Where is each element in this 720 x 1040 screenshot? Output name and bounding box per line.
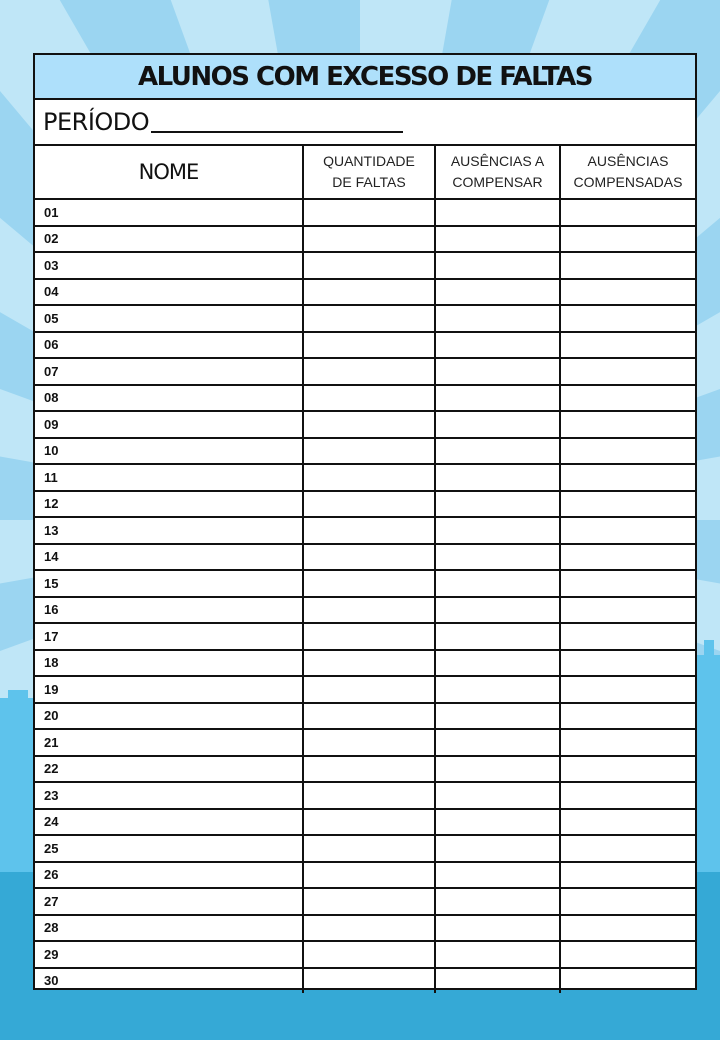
compensated-cell[interactable]	[560, 385, 695, 412]
compensated-cell[interactable]	[560, 491, 695, 518]
absences-cell[interactable]	[303, 729, 435, 756]
header-absences-line2: DE FALTAS	[332, 174, 406, 190]
sheet-title: ALUNOS COM EXCESSO DE FALTAS	[138, 61, 592, 92]
compensated-cell[interactable]	[560, 332, 695, 359]
to-compensate-cell[interactable]	[435, 491, 560, 518]
compensated-cell[interactable]	[560, 570, 695, 597]
absences-cell[interactable]	[303, 597, 435, 624]
student-name-cell[interactable]: 28	[35, 915, 303, 942]
to-compensate-cell[interactable]	[435, 199, 560, 226]
absences-cell[interactable]	[303, 411, 435, 438]
table-row	[35, 968, 695, 994]
compensated-cell[interactable]	[560, 544, 695, 571]
compensated-cell[interactable]	[560, 252, 695, 279]
student-name-cell[interactable]: 16	[35, 597, 303, 624]
student-name-cell[interactable]: 18	[35, 650, 303, 677]
student-name-cell[interactable]: 04	[35, 279, 303, 306]
table-row	[35, 862, 695, 889]
table-row	[35, 703, 695, 730]
table-row	[35, 517, 695, 544]
period-input-line[interactable]	[151, 131, 403, 133]
to-compensate-cell[interactable]	[435, 305, 560, 332]
header-compensated-line2: COMPENSADAS	[573, 174, 683, 190]
absences-cell[interactable]	[303, 623, 435, 650]
header-to-compensate	[435, 146, 560, 199]
to-compensate-cell[interactable]	[435, 623, 560, 650]
table-row	[35, 199, 695, 226]
to-compensate-cell[interactable]	[435, 915, 560, 942]
table-row	[35, 438, 695, 465]
table-row	[35, 358, 695, 385]
to-compensate-cell[interactable]	[435, 544, 560, 571]
student-name-cell[interactable]: 08	[35, 385, 303, 412]
absence-sheet	[33, 53, 697, 990]
student-name-cell[interactable]: 02	[35, 226, 303, 253]
to-compensate-cell[interactable]	[435, 703, 560, 730]
student-name-cell[interactable]: 13	[35, 517, 303, 544]
compensated-cell[interactable]	[560, 623, 695, 650]
to-compensate-cell[interactable]	[435, 597, 560, 624]
to-compensate-cell[interactable]	[435, 279, 560, 306]
absences-cell[interactable]	[303, 544, 435, 571]
compensated-cell[interactable]	[560, 676, 695, 703]
to-compensate-cell[interactable]	[435, 941, 560, 968]
absences-cell[interactable]	[303, 809, 435, 836]
absences-cell[interactable]	[303, 279, 435, 306]
absences-cell[interactable]	[303, 438, 435, 465]
table-row	[35, 729, 695, 756]
table-row	[35, 915, 695, 942]
student-name-cell[interactable]: 07	[35, 358, 303, 385]
absences-cell[interactable]	[303, 650, 435, 677]
compensated-cell[interactable]	[560, 862, 695, 889]
compensated-cell[interactable]	[560, 809, 695, 836]
to-compensate-cell[interactable]	[435, 385, 560, 412]
header-name	[35, 146, 303, 199]
to-compensate-cell[interactable]	[435, 756, 560, 783]
students-table	[35, 146, 695, 993]
compensated-cell[interactable]	[560, 756, 695, 783]
compensated-cell[interactable]	[560, 438, 695, 465]
compensated-cell[interactable]	[560, 650, 695, 677]
absences-cell[interactable]	[303, 199, 435, 226]
absences-cell[interactable]	[303, 941, 435, 968]
to-compensate-cell[interactable]	[435, 570, 560, 597]
absences-cell[interactable]	[303, 491, 435, 518]
table-body	[35, 199, 695, 993]
table-row	[35, 835, 695, 862]
to-compensate-cell[interactable]	[435, 332, 560, 359]
table-row	[35, 756, 695, 783]
student-name-cell[interactable]: 21	[35, 729, 303, 756]
table-row	[35, 385, 695, 412]
student-name-cell[interactable]: 27	[35, 888, 303, 915]
student-name-cell[interactable]: 10	[35, 438, 303, 465]
student-name-cell[interactable]: 09	[35, 411, 303, 438]
title-bar	[35, 55, 695, 100]
table-row	[35, 570, 695, 597]
absences-cell[interactable]	[303, 252, 435, 279]
table-row	[35, 491, 695, 518]
to-compensate-cell[interactable]	[435, 464, 560, 491]
compensated-cell[interactable]	[560, 597, 695, 624]
header-to-compensate-line2: COMPENSAR	[452, 174, 543, 190]
table-row	[35, 809, 695, 836]
table-header-row	[35, 146, 695, 199]
to-compensate-cell[interactable]	[435, 782, 560, 809]
absences-cell[interactable]	[303, 385, 435, 412]
table-row	[35, 888, 695, 915]
period-row	[35, 100, 695, 146]
student-name-cell[interactable]: 29	[35, 941, 303, 968]
student-name-cell[interactable]: 14	[35, 544, 303, 571]
student-name-cell[interactable]: 22	[35, 756, 303, 783]
absences-cell[interactable]	[303, 915, 435, 942]
absences-cell[interactable]	[303, 332, 435, 359]
to-compensate-cell[interactable]	[435, 252, 560, 279]
to-compensate-cell[interactable]	[435, 226, 560, 253]
to-compensate-cell[interactable]	[435, 676, 560, 703]
table-row	[35, 676, 695, 703]
student-name-cell[interactable]: 23	[35, 782, 303, 809]
compensated-cell[interactable]	[560, 703, 695, 730]
table-row	[35, 650, 695, 677]
header-compensated	[560, 146, 695, 199]
compensated-cell[interactable]	[560, 835, 695, 862]
student-name-cell[interactable]: 25	[35, 835, 303, 862]
absences-cell[interactable]	[303, 305, 435, 332]
compensated-cell[interactable]	[560, 517, 695, 544]
compensated-cell[interactable]	[560, 411, 695, 438]
to-compensate-cell[interactable]	[435, 888, 560, 915]
student-name-cell[interactable]: 12	[35, 491, 303, 518]
to-compensate-cell[interactable]	[435, 411, 560, 438]
table-row	[35, 464, 695, 491]
to-compensate-cell[interactable]	[435, 862, 560, 889]
student-name-cell[interactable]: 05	[35, 305, 303, 332]
student-name-cell[interactable]: 20	[35, 703, 303, 730]
student-name-cell[interactable]: 06	[35, 332, 303, 359]
student-name-cell[interactable]: 30	[35, 968, 303, 994]
compensated-cell[interactable]	[560, 941, 695, 968]
header-to-compensate-line1: AUSÊNCIAS A	[450, 153, 545, 169]
student-name-cell[interactable]: 03	[35, 252, 303, 279]
table-row	[35, 597, 695, 624]
to-compensate-cell[interactable]	[435, 835, 560, 862]
table-row	[35, 623, 695, 650]
absences-cell[interactable]	[303, 703, 435, 730]
absences-cell[interactable]	[303, 756, 435, 783]
student-name-cell[interactable]: 19	[35, 676, 303, 703]
absences-cell[interactable]	[303, 226, 435, 253]
table-row	[35, 332, 695, 359]
table-row	[35, 226, 695, 253]
table-row	[35, 305, 695, 332]
compensated-cell[interactable]	[560, 199, 695, 226]
to-compensate-cell[interactable]	[435, 968, 560, 994]
compensated-cell[interactable]	[560, 729, 695, 756]
period-label: PERÍODO	[43, 108, 150, 136]
to-compensate-cell[interactable]	[435, 438, 560, 465]
header-absences	[303, 146, 435, 199]
to-compensate-cell[interactable]	[435, 650, 560, 677]
compensated-cell[interactable]	[560, 279, 695, 306]
to-compensate-cell[interactable]	[435, 729, 560, 756]
absences-cell[interactable]	[303, 968, 435, 994]
to-compensate-cell[interactable]	[435, 809, 560, 836]
compensated-cell[interactable]	[560, 305, 695, 332]
student-name-cell[interactable]: 17	[35, 623, 303, 650]
to-compensate-cell[interactable]	[435, 517, 560, 544]
compensated-cell[interactable]	[560, 782, 695, 809]
absences-cell[interactable]	[303, 358, 435, 385]
table-row	[35, 941, 695, 968]
compensated-cell[interactable]	[560, 358, 695, 385]
student-name-cell[interactable]: 11	[35, 464, 303, 491]
table-row	[35, 782, 695, 809]
table-row	[35, 544, 695, 571]
student-name-cell[interactable]: 01	[35, 199, 303, 226]
to-compensate-cell[interactable]	[435, 358, 560, 385]
student-name-cell[interactable]: 26	[35, 862, 303, 889]
compensated-cell[interactable]	[560, 226, 695, 253]
absences-cell[interactable]	[303, 676, 435, 703]
compensated-cell[interactable]	[560, 888, 695, 915]
header-compensated-line1: AUSÊNCIAS	[587, 153, 669, 169]
compensated-cell[interactable]	[560, 915, 695, 942]
absences-cell[interactable]	[303, 862, 435, 889]
compensated-cell[interactable]	[560, 968, 695, 994]
absences-cell[interactable]	[303, 782, 435, 809]
absences-cell[interactable]	[303, 570, 435, 597]
compensated-cell[interactable]	[560, 464, 695, 491]
student-name-cell[interactable]: 15	[35, 570, 303, 597]
table-row	[35, 252, 695, 279]
table-row	[35, 279, 695, 306]
absences-cell[interactable]	[303, 517, 435, 544]
table-row	[35, 411, 695, 438]
header-absences-line1: QUANTIDADE	[323, 153, 415, 169]
absences-cell[interactable]	[303, 835, 435, 862]
absences-cell[interactable]	[303, 464, 435, 491]
absences-cell[interactable]	[303, 888, 435, 915]
student-name-cell[interactable]: 24	[35, 809, 303, 836]
header-name-label: NOME	[138, 160, 199, 184]
